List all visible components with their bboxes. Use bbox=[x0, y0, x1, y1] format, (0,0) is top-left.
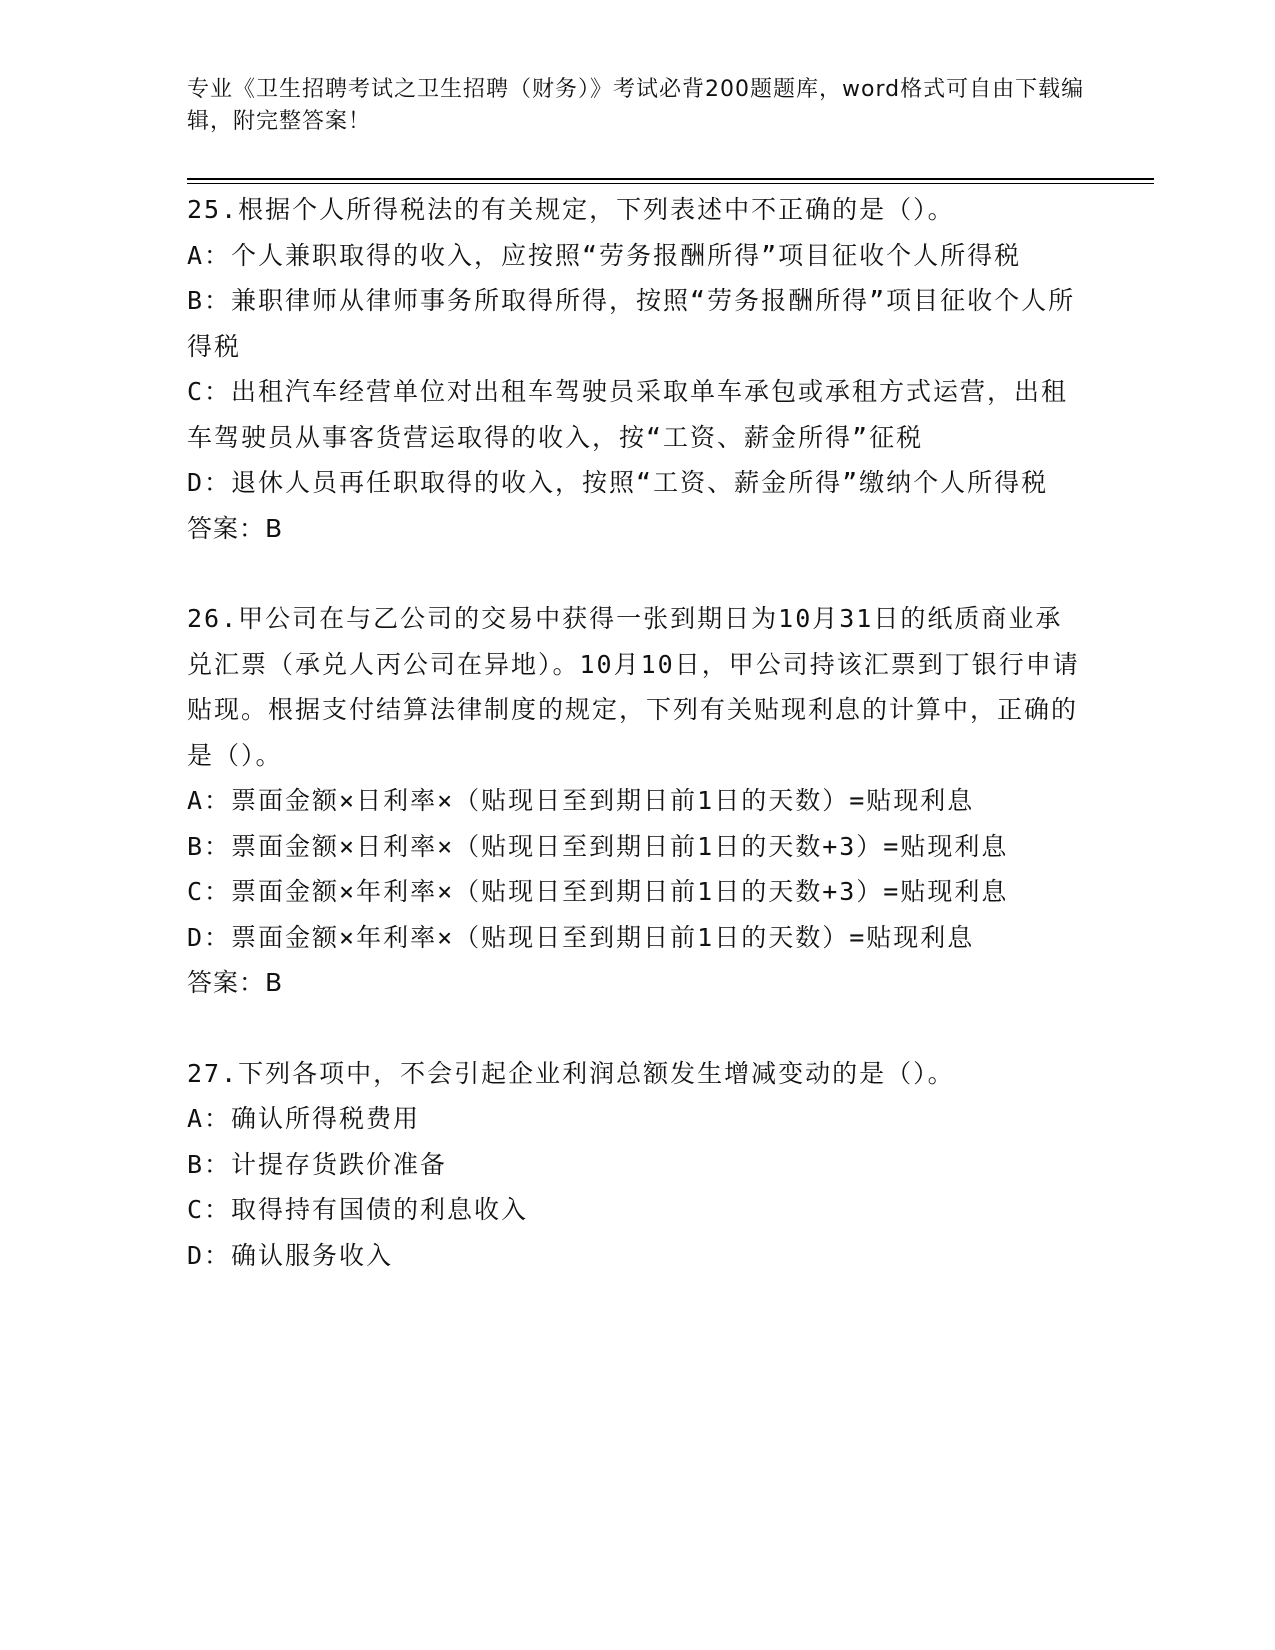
question-stem: 27.下列各项中，不会引起企业利润总额发生增减变动的是（）。 bbox=[187, 1058, 955, 1088]
option-b: B：计提存货跌价准备 bbox=[187, 1149, 448, 1179]
option-b: B：票面金额×日利率×（贴现日至到期日前1日的天数+3）=贴现利息 bbox=[187, 831, 1009, 861]
option-d: D：确认服务收入 bbox=[187, 1240, 394, 1270]
option-c: C：票面金额×年利率×（贴现日至到期日前1日的天数+3）=贴现利息 bbox=[187, 877, 1009, 906]
option-a: A：票面金额×日利率×（贴现日至到期日前1日的天数）=贴现利息 bbox=[187, 786, 975, 815]
question-spacer bbox=[187, 1006, 1087, 1051]
answer: 答案：B bbox=[187, 513, 284, 543]
question-list bbox=[187, 187, 1087, 1278]
question-27 bbox=[187, 1051, 1087, 1279]
option-c: C：取得持有国债的利息收入 bbox=[187, 1195, 529, 1224]
question-stem: 25.根据个人所得税法的有关规定，下列表述中不正确的是（）。 bbox=[187, 195, 955, 224]
header-divider-thin bbox=[187, 183, 1154, 184]
option-d: D：退休人员再任职取得的收入，按照“工资、薪金所得”缴纳个人所得税 bbox=[187, 468, 1049, 497]
option-a: A：确认所得税费用 bbox=[187, 1104, 421, 1133]
question-26 bbox=[187, 596, 1087, 1006]
option-d: D：票面金额×年利率×（贴现日至到期日前1日的天数）=贴现利息 bbox=[187, 922, 975, 952]
header-divider-thick bbox=[187, 178, 1154, 180]
option-b: B：兼职律师从律师事务所取得所得，按照“劳务报酬所得”项目征收个人所得税 bbox=[187, 286, 1076, 361]
question-stem: 26.甲公司在与乙公司的交易中获得一张到期日为10月31日的纸质商业承兑汇票（承兑人丙公司在异地）。10月10日，甲公司持该汇票到丁银行申请贴现。根据支付结算法律制度的规定，下列有关贴现利息的计算中，正确的是（）。 bbox=[187, 604, 1080, 770]
option-c: C：出租汽车经营单位对出租车驾驶员采取单车承包或承租方式运营，出租车驾驶员从事客货营运取得的收入，按“工资、薪金所得”征税 bbox=[187, 377, 1069, 452]
option-a: A：个人兼职取得的收入，应按照“劳务报酬所得”项目征收个人所得税 bbox=[187, 240, 1022, 270]
question-spacer bbox=[187, 551, 1087, 596]
question-25 bbox=[187, 187, 1087, 551]
answer: 答案：B bbox=[187, 968, 284, 997]
document-header: 专业《卫生招聘考试之卫生招聘（财务）》考试必背200题题库，word格式可自由下载编辑，附完整答案！ bbox=[187, 77, 1085, 134]
